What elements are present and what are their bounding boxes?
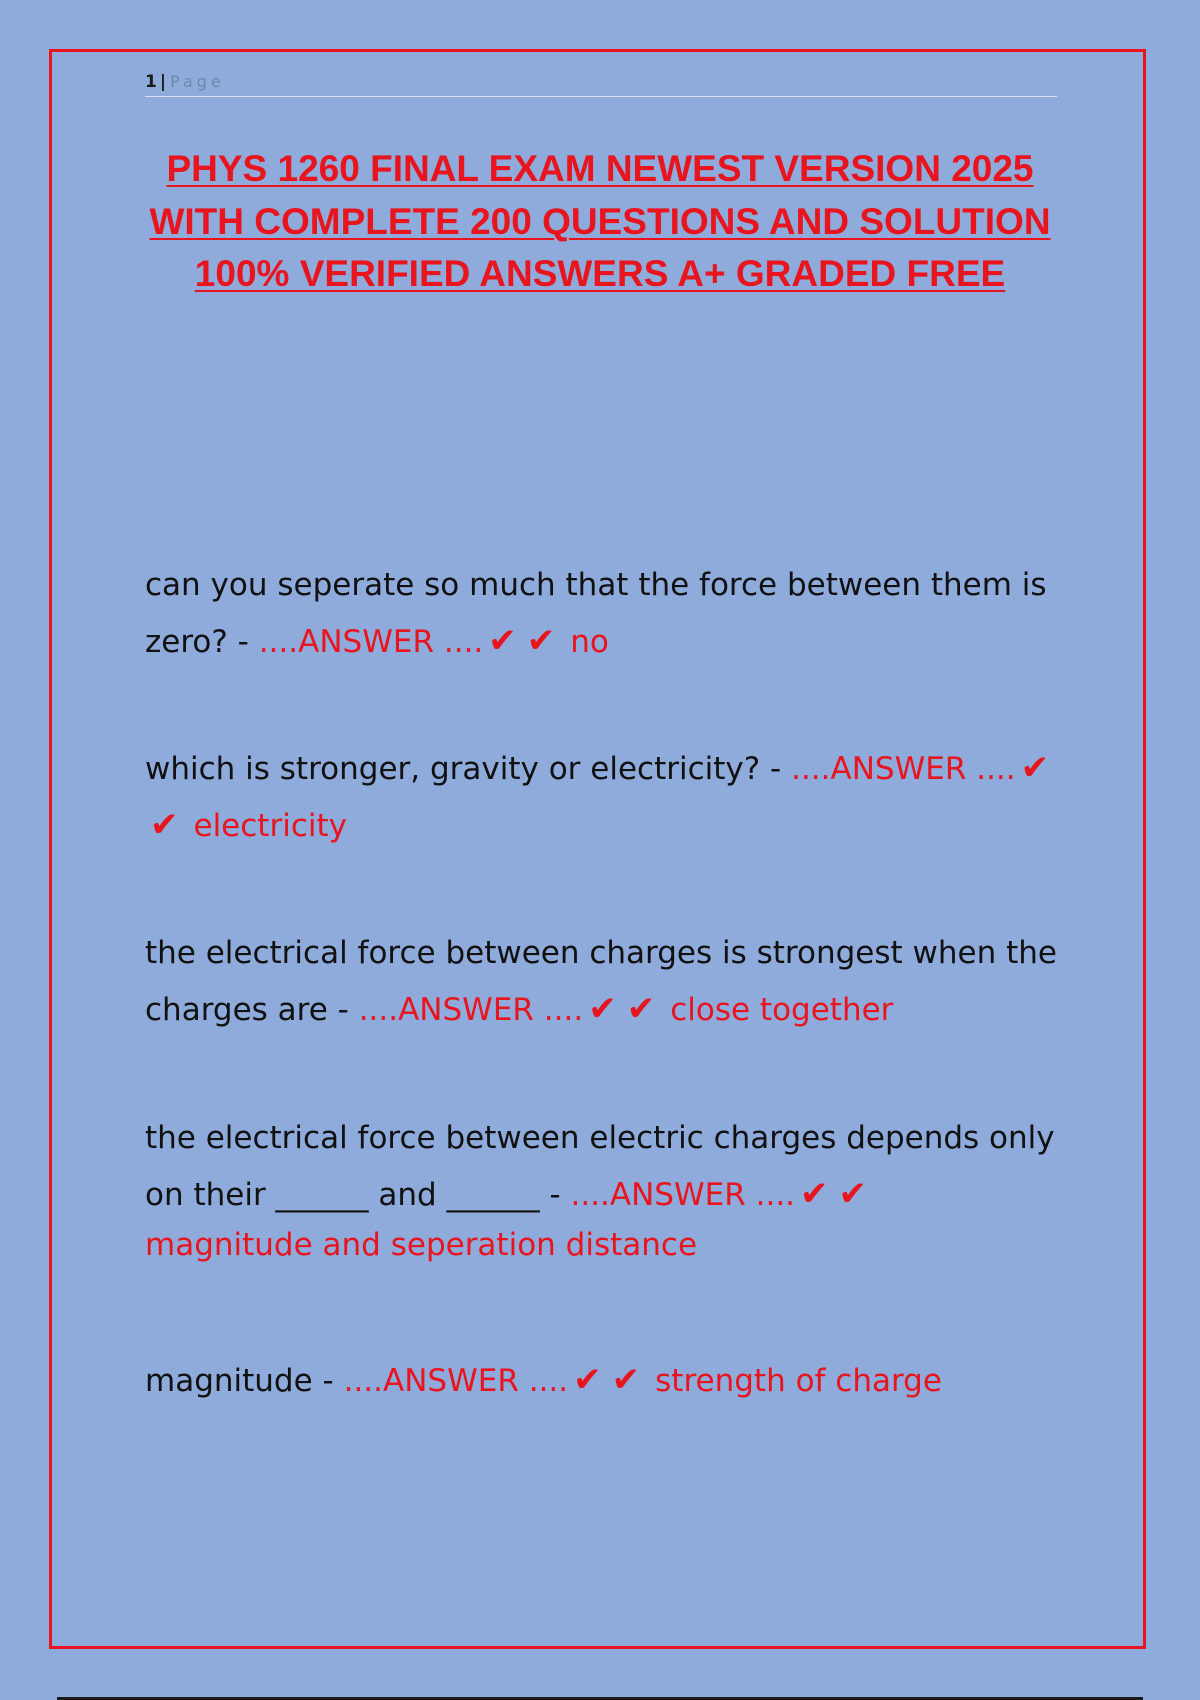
question-text: the electrical force between electric charges depends only on their ______ and ______ - xyxy=(145,1120,1055,1213)
check-icon: ✔ xyxy=(626,989,656,1029)
qa-item xyxy=(145,740,1075,854)
answer-marker: ....ANSWER .... xyxy=(791,751,1016,787)
qa-item xyxy=(145,925,1075,1038)
page-separator: | xyxy=(159,72,167,92)
page-number: 1 xyxy=(145,72,157,92)
question-text: magnitude - xyxy=(145,1363,334,1399)
check-icon: ✔ xyxy=(573,1360,602,1400)
check-icon: ✔ xyxy=(526,621,556,661)
qa-item xyxy=(145,1352,1075,1409)
question-text: can you seperate so much that the force between them is zero? - xyxy=(145,567,1047,660)
question-text: the electrical force between charges is strongest when the charges are - xyxy=(145,935,1057,1028)
check-icon: ✔ xyxy=(800,1174,829,1214)
answer-marker: ....ANSWER .... xyxy=(258,624,484,660)
answer-marker: ....ANSWER .... xyxy=(570,1177,796,1213)
answer-marker: ....ANSWER .... xyxy=(358,992,584,1028)
check-icon: ✔ xyxy=(1020,748,1050,788)
answer-text: strength of charge xyxy=(655,1363,942,1399)
check-icon: ✔ xyxy=(588,989,617,1029)
answer-marker: ....ANSWER .... xyxy=(343,1363,569,1399)
check-icon: ✔ xyxy=(150,805,179,845)
question-text: which is stronger, gravity or electricity? - xyxy=(145,751,782,787)
qa-item xyxy=(145,557,1075,670)
answer-text: close together xyxy=(670,992,894,1028)
answer-text: electricity xyxy=(193,808,347,844)
page-label: Page xyxy=(170,72,225,91)
qa-item xyxy=(145,1110,1075,1267)
check-icon: ✔ xyxy=(838,1174,868,1214)
check-icon: ✔ xyxy=(488,621,517,661)
check-icon: ✔ xyxy=(611,1360,641,1400)
answer-text: no xyxy=(570,624,609,660)
page-header xyxy=(145,70,1057,97)
answer-text: magnitude and seperation distance xyxy=(145,1227,698,1263)
document-title: PHYS 1260 FINAL EXAM NEWEST VERSION 2025 WITH COMPLETE 200 QUESTIONS AND SOLUTION 100% VERIFIED ANSWERS A+ GRADED FREE xyxy=(149,148,1051,294)
